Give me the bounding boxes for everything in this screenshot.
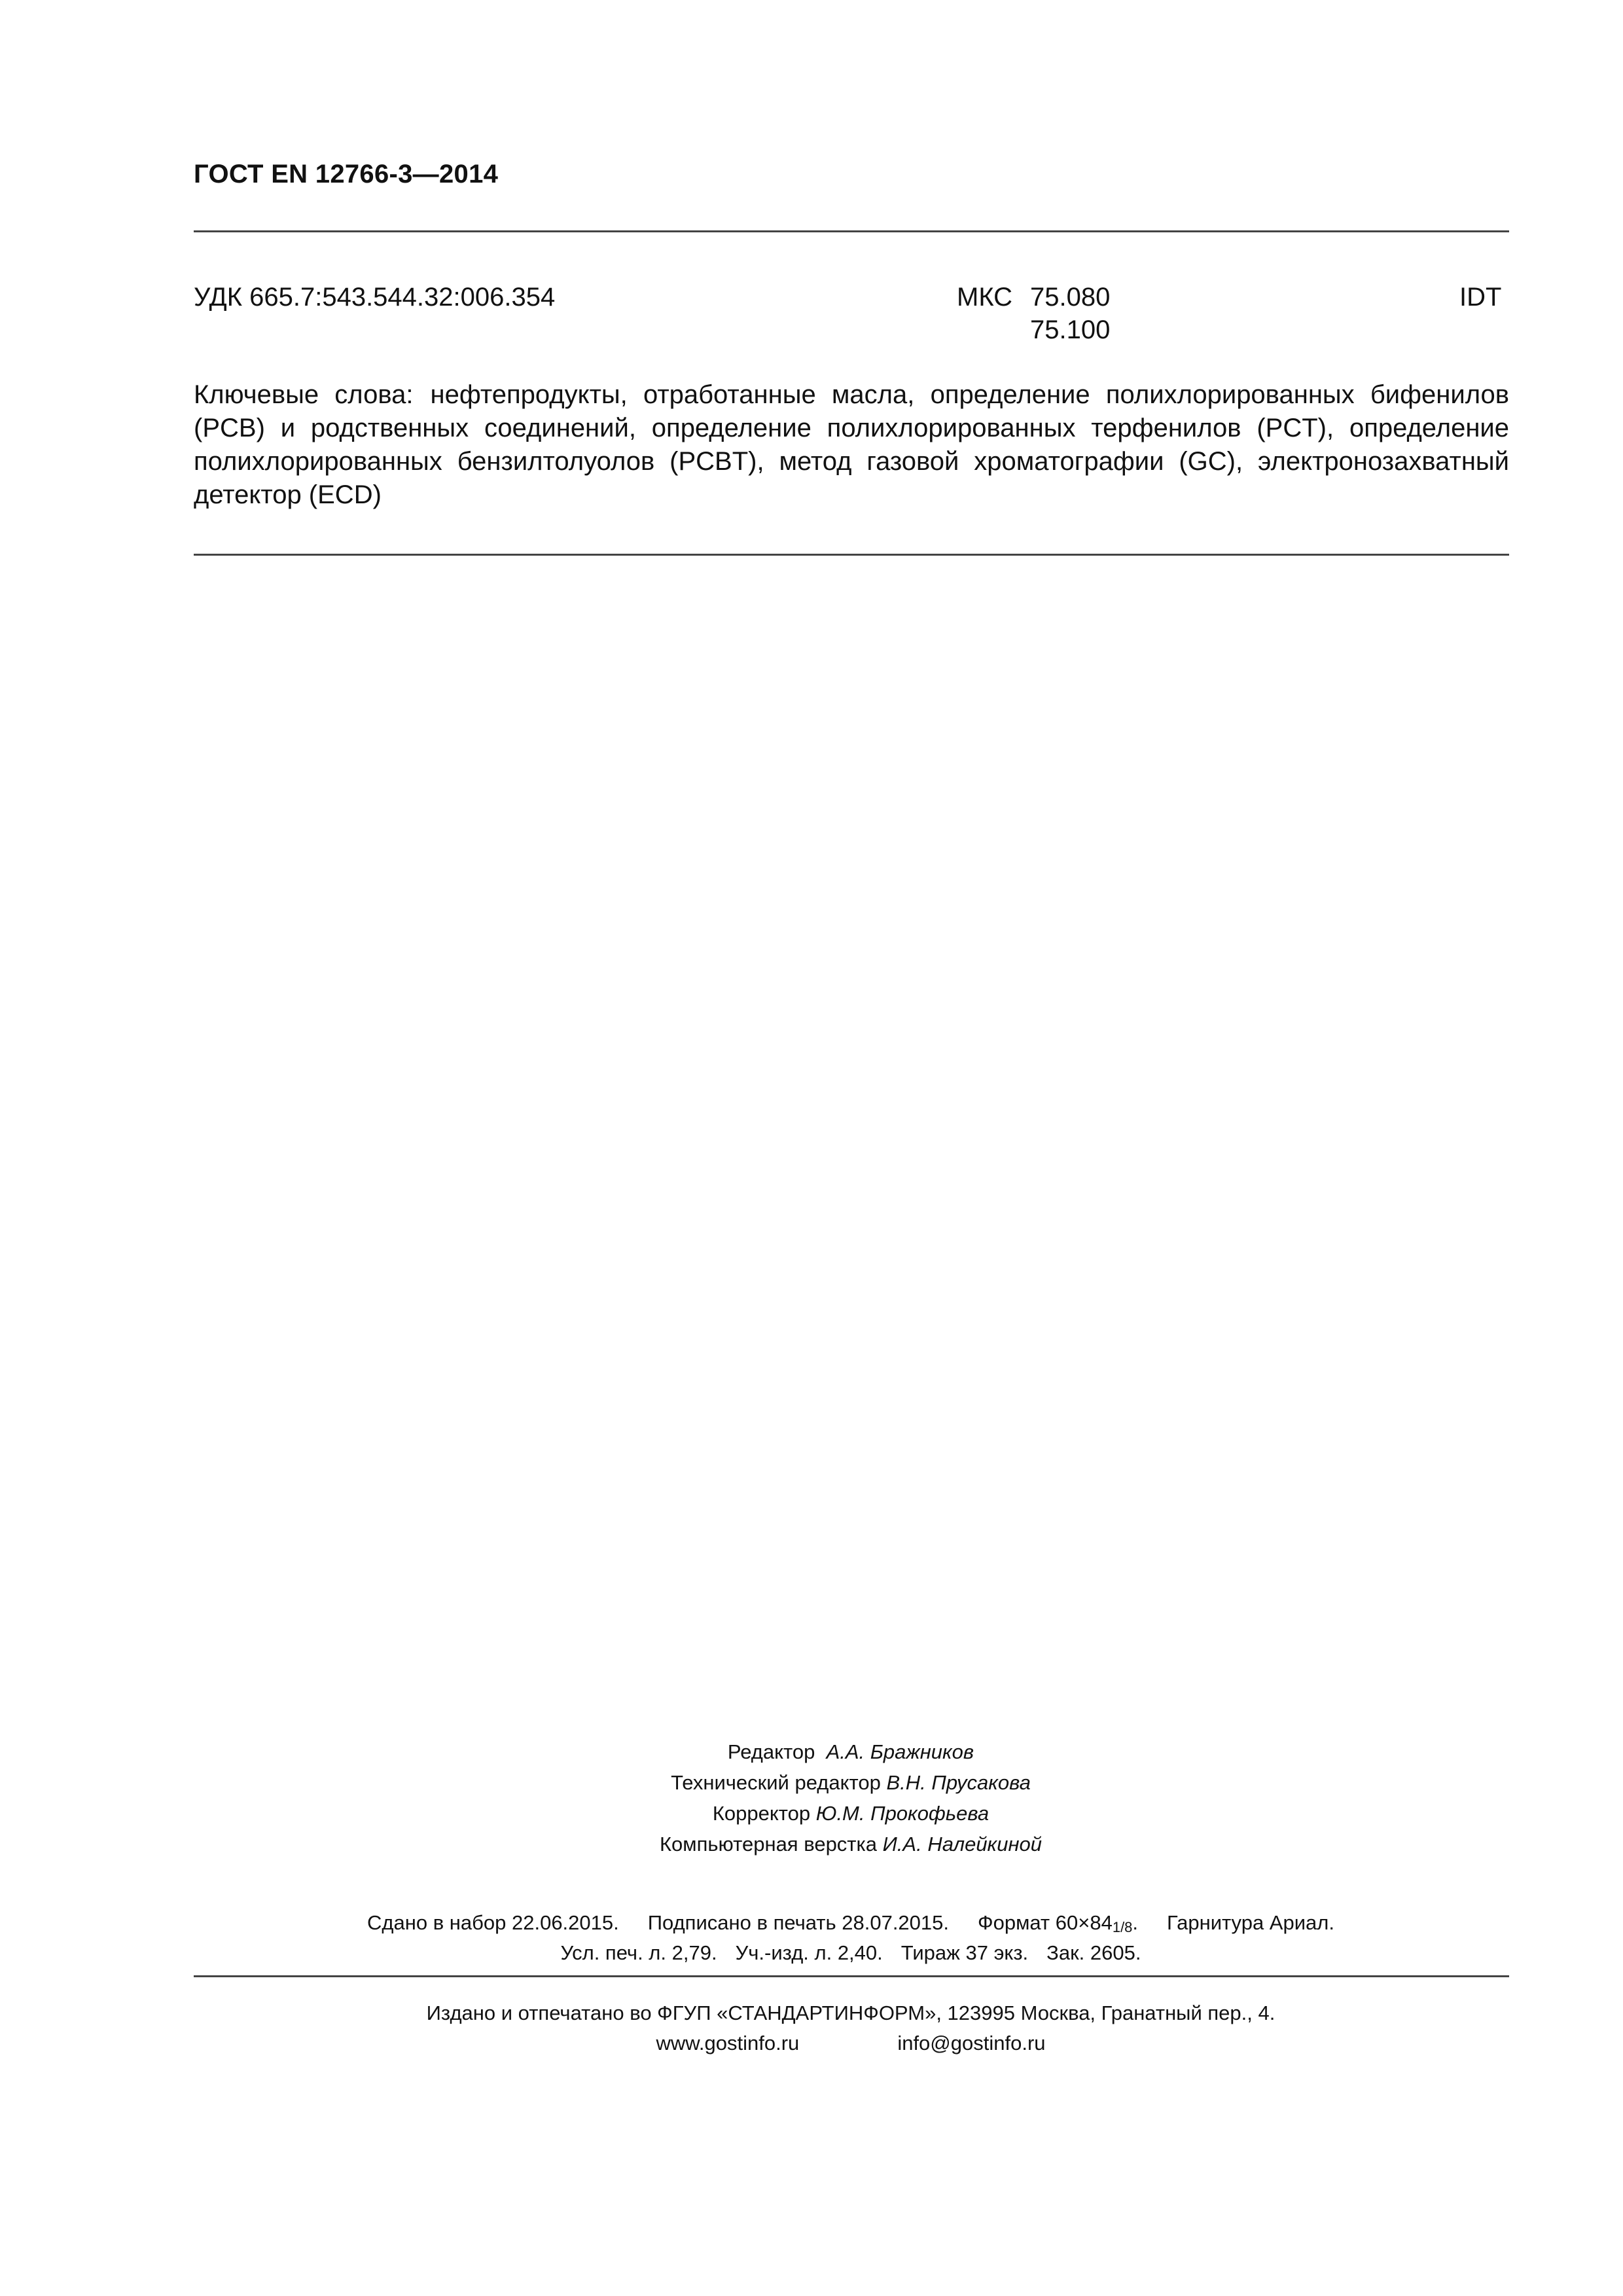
print-info-line: Сдано в набор 22.06.2015. Подписано в печать 28.07.2015. Формат 60×841/8. Гарнитура Ариал. (367, 1911, 1334, 1935)
format-fraction: 1/8 (1112, 1919, 1133, 1935)
signed-date: Подписано в печать 28.07.2015. (647, 1911, 950, 1934)
staff-role: Компьютерная верстка (660, 1833, 877, 1856)
print-sheets: Усл. печ. л. 2,79. (560, 1941, 717, 1964)
staff-line (0, 1768, 1623, 1798)
staff-name: В.Н. Прусакова (886, 1771, 1031, 1794)
keywords-label: Ключевые слова: (194, 380, 414, 409)
staff-role: Технический редактор (671, 1771, 881, 1794)
print-run: Тираж 37 экз. (901, 1941, 1029, 1964)
staff-line (0, 1737, 1623, 1767)
imprint-divider (194, 1975, 1509, 1977)
publisher-contacts (0, 2032, 1623, 2055)
staff-line (0, 1799, 1623, 1829)
top-divider (194, 230, 1509, 232)
typeset-date: Сдано в набор 22.06.2015. (367, 1911, 619, 1934)
staff-line (0, 1829, 1623, 1859)
print-info-line (0, 1941, 1623, 1965)
document-title: ГОСТ EN 12766-3—2014 (194, 160, 499, 188)
staff-name: Ю.М. Прокофьева (815, 1802, 990, 1825)
idt-marker: IDT (1459, 283, 1502, 312)
website-link[interactable]: www.gostinfo.ru (656, 2032, 800, 2054)
email-link[interactable]: info@gostinfo.ru (897, 2032, 1046, 2054)
format-label: Формат 60×84 (978, 1911, 1113, 1934)
publisher-line: Издано и отпечатано во ФГУП «СТАНДАРТИНФОРМ», 123995 Москва, Гранатный пер., 4. (426, 2001, 1275, 2024)
staff-name: И.А. Налейкиной (882, 1833, 1042, 1856)
mks-code: 75.080 (1030, 283, 1111, 312)
keywords-text: нефтепродукты, отработанные масла, определение полихлорированных бифенилов (PCB) и родственных соединений, определение полихлорированных терфенилов (PCT), определение полихлорированных бензилтолуолов (PCBT), метод газовой хроматографии (GC), электронозахватный детектор (ECD) (194, 380, 1510, 509)
udk-code: УДК 665.7:543.544.32:006.354 (194, 283, 556, 312)
staff-name: А.А. Бражников (826, 1740, 974, 1763)
mks-code: 75.100 (1030, 315, 1111, 344)
keywords-divider (194, 554, 1509, 556)
typeface: Гарнитура Ариал. (1167, 1911, 1334, 1934)
pub-sheets: Уч.-изд. л. 2,40. (735, 1941, 883, 1964)
staff-role: Редактор (727, 1740, 815, 1763)
order-number: Зак. 2605. (1046, 1941, 1141, 1964)
staff-role: Корректор (712, 1802, 811, 1825)
mks-label: МКС (957, 283, 1013, 312)
keywords-block (194, 378, 1509, 512)
